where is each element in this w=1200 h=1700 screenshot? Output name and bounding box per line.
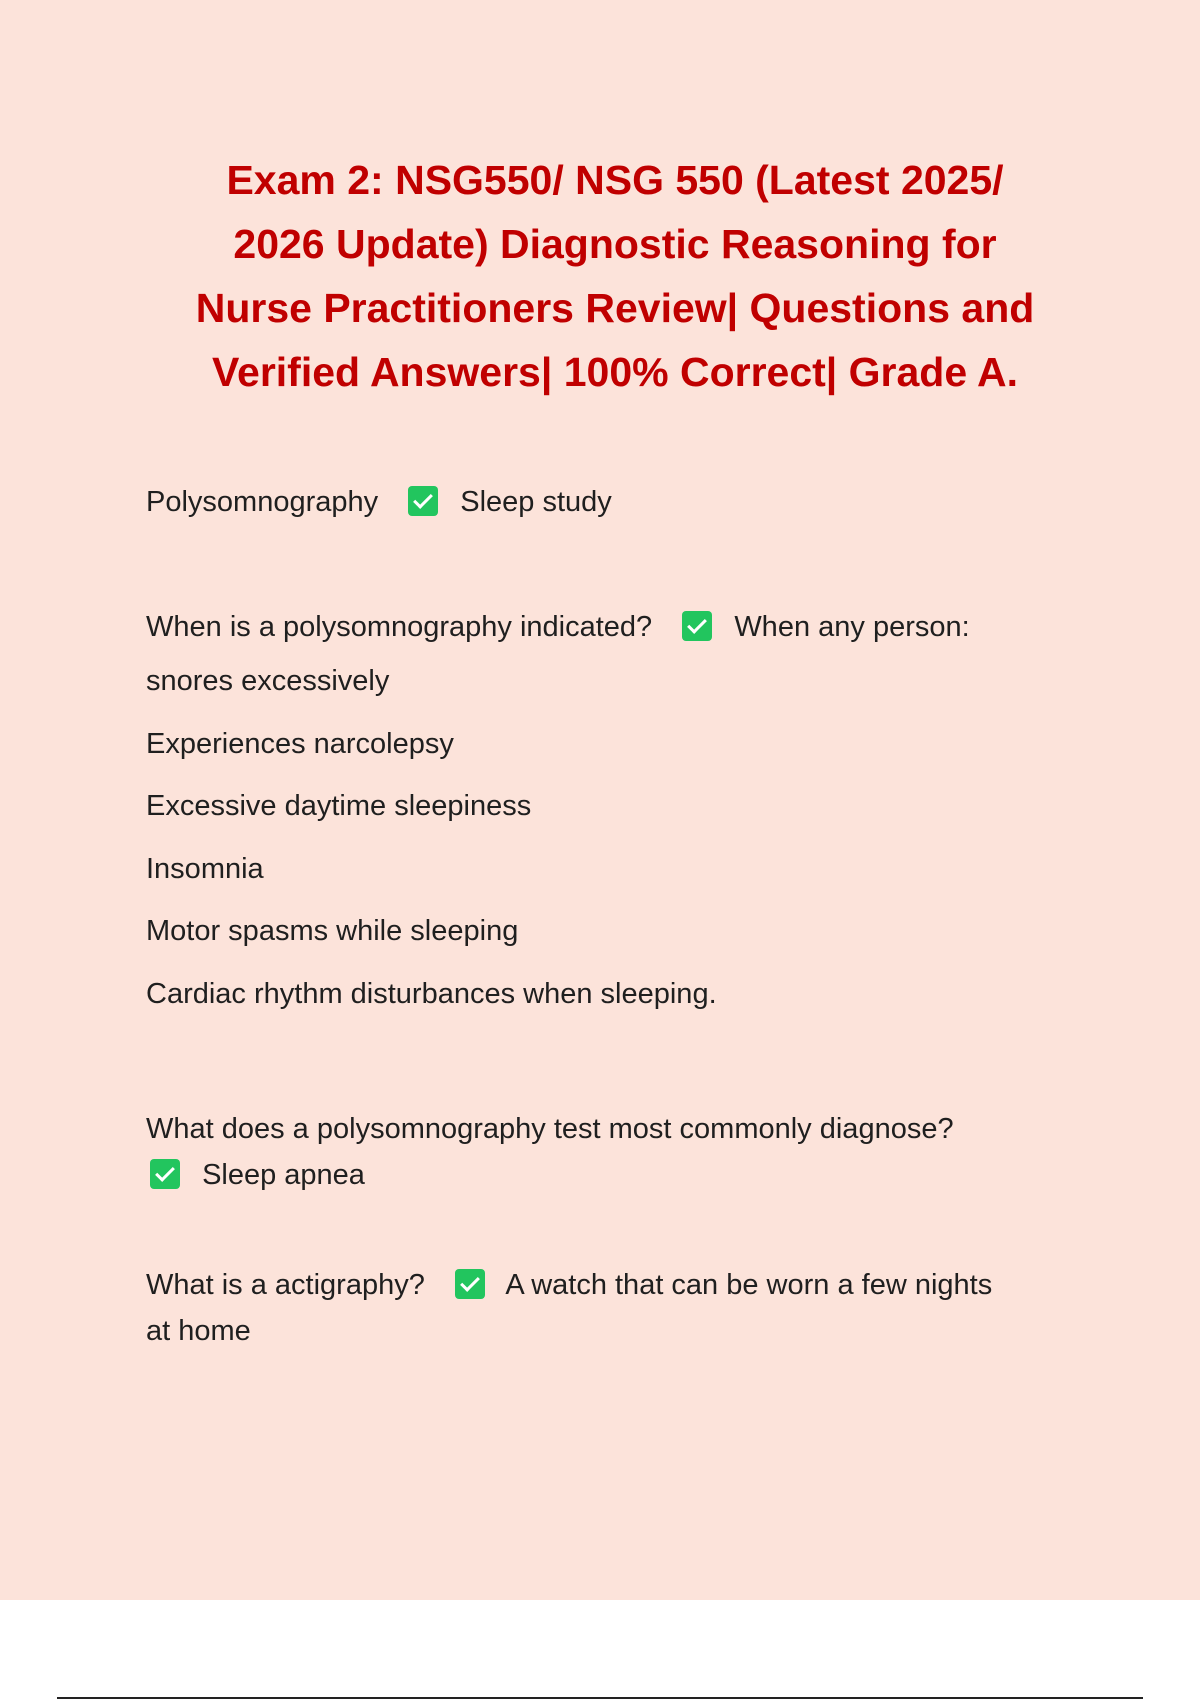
question-text: What is a actigraphy? xyxy=(146,1269,425,1301)
qa-item xyxy=(146,1262,1086,1354)
answer-detail: snores excessively xyxy=(146,665,390,697)
answer-detail: Excessive daytime sleepiness xyxy=(146,790,532,822)
answer-detail: Insomnia xyxy=(146,852,264,885)
answer-text: A watch that can be worn a few nights xyxy=(505,1269,993,1301)
qa-item xyxy=(146,1106,1086,1198)
answer-text: When any person: xyxy=(734,611,970,643)
title-line: Exam 2: NSG550/ NSG 550 (Latest 2025/ xyxy=(226,157,1004,203)
footer-divider xyxy=(57,1697,1143,1699)
check-box-icon xyxy=(150,1159,180,1189)
answer-detail: Cardiac rhythm disturbances when sleeping. xyxy=(146,977,717,1010)
check-box-icon xyxy=(408,486,438,516)
answer-text-continued: at home xyxy=(146,1315,251,1347)
qa-item xyxy=(146,604,1086,1025)
title-line: Verified Answers| 100% Correct| Grade A. xyxy=(211,349,1019,395)
title-line: 2026 Update) Diagnostic Reasoning for xyxy=(233,221,997,267)
question-text: Polysomnography xyxy=(146,486,379,518)
answer-text: Sleep study xyxy=(460,486,612,518)
check-box-icon xyxy=(682,611,712,641)
question-text: What does a polysomnography test most commonly diagnose? xyxy=(146,1113,954,1145)
answer-detail: Experiences narcolepsy xyxy=(146,727,454,760)
answer-detail: Motor spasms while sleeping xyxy=(146,915,519,947)
qa-item xyxy=(146,479,1086,525)
document-title xyxy=(150,148,1080,404)
check-box-icon xyxy=(455,1269,485,1299)
question-text: When is a polysomnography indicated? xyxy=(146,611,653,643)
title-line: Nurse Practitioners Review| Questions and xyxy=(195,285,1035,331)
answer-text: Sleep apnea xyxy=(202,1159,365,1191)
